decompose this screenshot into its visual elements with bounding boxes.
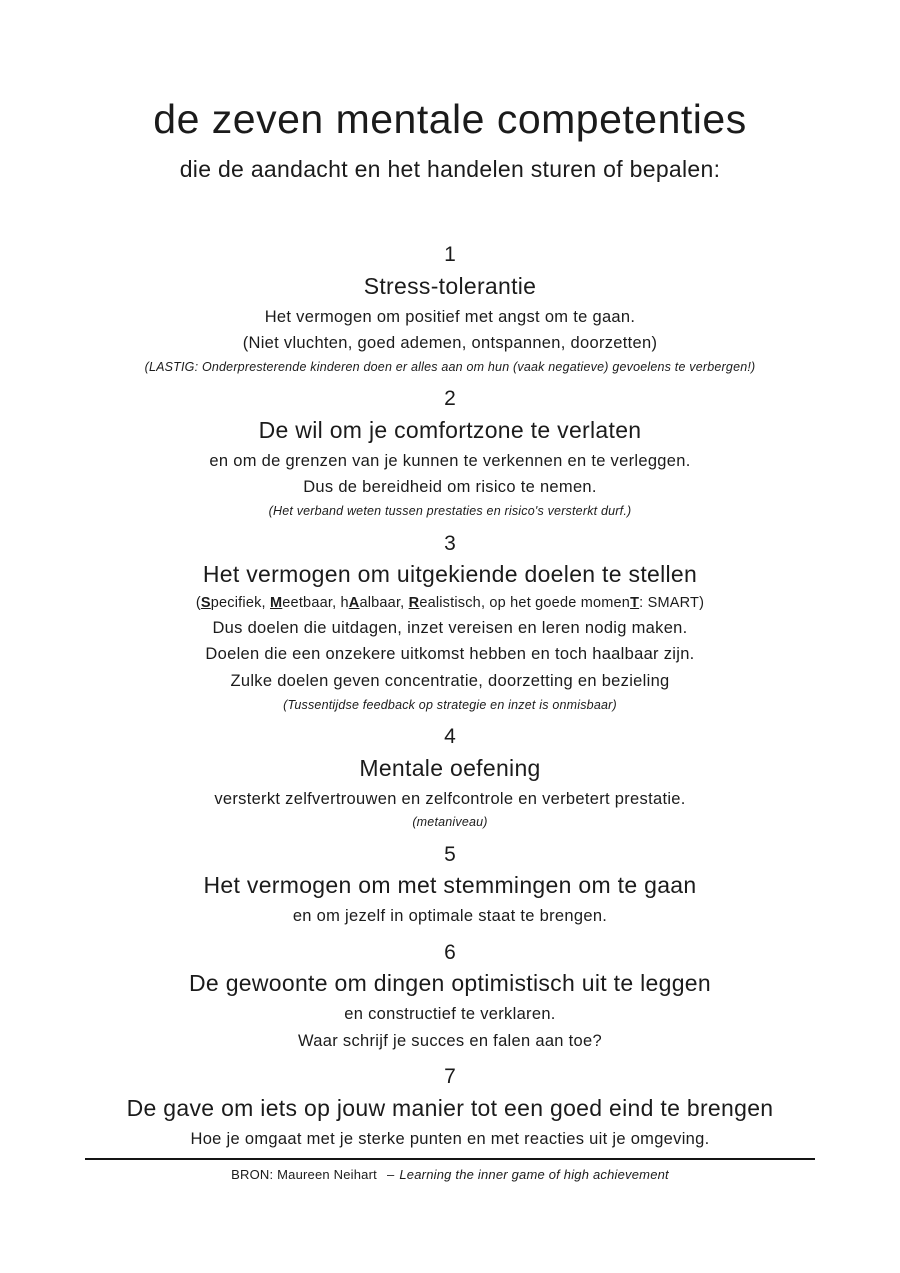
smart-acronym-letter: M (270, 595, 283, 612)
competency-heading: De gewoonte om dingen optimistisch uit te leggen (189, 970, 711, 997)
smart-line-text: ( (195, 595, 201, 612)
competency-line: (Het verband weten tussen prestaties en risico's versterkt durf.) (268, 503, 632, 518)
competency-line: en constructief te verklaren. (344, 1005, 556, 1024)
competency-line: Het vermogen om positief met angst om te gaan. (264, 307, 636, 326)
competency-line: (Niet vluchten, goed ademen, ontspannen, doorzetten) (242, 334, 658, 353)
competency-number: 7 (444, 1065, 456, 1089)
competency-line: Zulke doelen geven concentratie, doorzetting en bezieling (230, 671, 670, 690)
competency-heading: Het vermogen om met stemmingen om te gaan (203, 872, 697, 899)
competency-line: (LASTIG: Onderpresterende kinderen doen er alles aan om hun (vaak negatieve) gevoelens te verbergen!) (144, 359, 756, 374)
competency-line: en om jezelf in optimale staat te brengen. (292, 907, 608, 926)
competency-heading: De gave om iets op jouw manier tot een goed eind te brengen (126, 1094, 774, 1121)
source-citation (0, 1167, 900, 1182)
smart-acronym-letter: S (200, 595, 211, 612)
smart-line-text: ealistisch, op het goede momen (419, 595, 631, 612)
smart-acronym-letter: T (630, 595, 640, 612)
source-label: BRON: Maureen Neihart (231, 1167, 377, 1183)
competency-section-7 (0, 1063, 900, 1152)
smart-line-text: eetbaar, h (282, 595, 349, 612)
competency-number: 3 (444, 531, 456, 555)
footer-divider (85, 1158, 815, 1160)
competency-line: (metaniveau) (412, 815, 488, 830)
competency-list (0, 241, 900, 1152)
competency-section-5 (0, 841, 900, 930)
competency-heading: Mentale oefening (359, 754, 541, 781)
competency-number: 5 (444, 843, 456, 866)
smart-line-text: : SMART) (639, 595, 705, 612)
competency-line (0, 593, 900, 615)
competency-number: 4 (444, 725, 456, 749)
competency-line: versterkt zelfvertrouwen en zelfcontrole en verbetert prestatie. (214, 789, 686, 808)
smart-acronym-letter: A (348, 595, 360, 612)
competency-number: 1 (444, 243, 456, 267)
page-subtitle: die de aandacht en het handelen sturen of bepalen: (179, 156, 721, 183)
smart-line-text: pecifiek, (210, 595, 271, 612)
competency-line: Waar schrijf je succes en falen aan toe? (298, 1031, 602, 1050)
competency-section-6 (0, 939, 900, 1055)
competency-line: Hoe je omgaat met je sterke punten en met reacties uit je omgeving. (190, 1129, 710, 1148)
competency-line: (Tussentijdse feedback op strategie en inzet is onmisbaar) (283, 697, 617, 712)
source-book-title: Learning the inner game of high achievement (399, 1167, 669, 1183)
competency-heading: Het vermogen om uitgekiende doelen te stellen (202, 561, 698, 588)
competency-line: Dus de bereidheid om risico te nemen. (303, 478, 597, 497)
source-separator: – (386, 1167, 395, 1183)
competency-line: Doelen die een onzekere uitkomst hebben en toch haalbaar zijn. (205, 645, 695, 664)
competency-number: 6 (444, 940, 456, 964)
footer (0, 1158, 900, 1182)
competency-number: 2 (444, 387, 456, 411)
page-title: de zeven mentale competenties (153, 96, 747, 142)
competency-heading: De wil om je comfortzone te verlaten (258, 416, 642, 443)
competency-section-4 (0, 723, 900, 832)
competency-line: Dus doelen die uitdagen, inzet vereisen en leren nodig maken. (212, 618, 688, 637)
competency-section-2 (0, 385, 900, 520)
competency-heading: Stress-tolerantie (363, 272, 537, 299)
competency-section-1 (0, 241, 900, 376)
competency-section-3 (0, 530, 900, 715)
smart-line-text: albaar, (359, 595, 409, 612)
competency-line: en om de grenzen van je kunnen te verkennen en te verleggen. (209, 451, 691, 470)
smart-acronym-letter: R (408, 595, 420, 612)
